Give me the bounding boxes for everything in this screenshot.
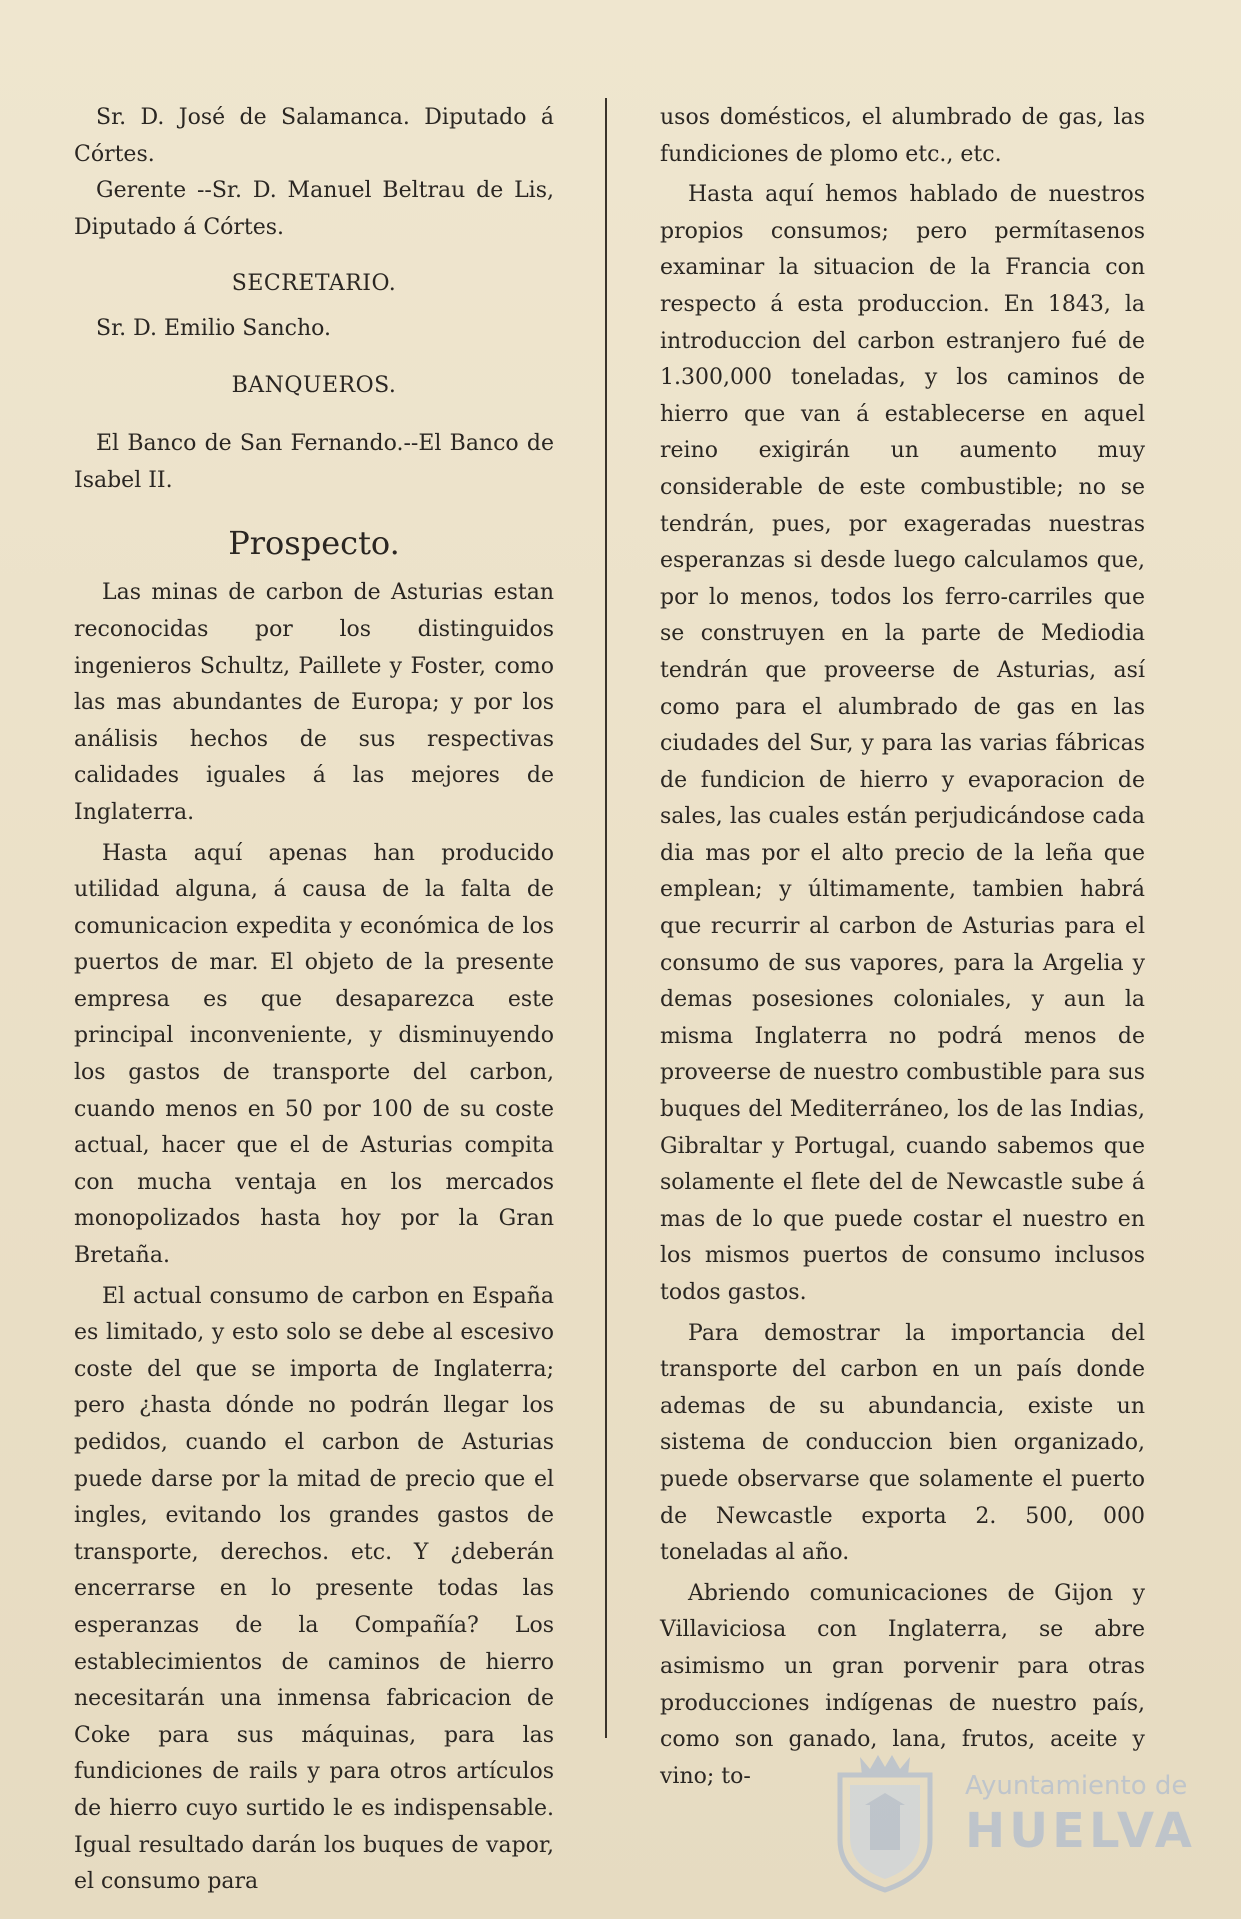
right-paragraph-2: Para demostrar la importancia del transporte del carbon en un país donde ademas de su abundancia, existe un sistema de conduccion bien organizado, puede observarse que solamente el puerto de Newcastle exporta 2. 500, 000 toneladas al año. (660, 1320, 1145, 1566)
secretario-name: Sr. D. Emilio Sancho. (96, 315, 331, 341)
board-member-salamanca: Sr. D. José de Salamanca. Diputado á Córtes. (74, 105, 554, 167)
banqueros-heading: BANQUEROS. (231, 372, 397, 398)
coat-of-arms-icon (820, 1745, 950, 1895)
right-paragraph-3: Abriendo comunicaciones de Gijon y Villaviciosa con Inglaterra, se abre asimismo un gran porvenir para otras producciones indígenas de nuestro país, como son ganado, lana, frutos, aceite y vino; to- (660, 1580, 1145, 1789)
prospecto-paragraph-3: El actual consumo de carbon en España es limitado, y esto solo se debe al escesivo coste del que se importa de Inglaterra; pero ¿hasta dónde no podrán llegar los pedidos, cuando el carbon de Asturias puede darse por la mitad de precio que el ingles, evitando los grandes gastos de transporte, derechos. etc. Y ¿deberán encerrarse en lo presente todas las esperanzas de la Compañía? Los establecimientos de caminos de hierro necesitarán una inmensa fabricacion de Coke para sus máquinas, para las fundiciones de rails y para otros artículos de hierro cuyo surtido le es indispensable. Igual resultado darán los buques de vapor, el consumo para (74, 1283, 554, 1895)
prospecto-paragraph-1: Las minas de carbon de Asturias estan reconocidas por los distinguidos ingenieros Schultz, Paillete y Foster, como las mas abundantes de Europa; y por los análisis hechos de sus respectivas calidades iguales á las mejores de Inglaterra. (74, 580, 554, 825)
banqueros-text: El Banco de San Fernando.--El Banco de Isabel II. (74, 431, 554, 493)
prospecto-heading: Prospecto. (228, 524, 400, 563)
watermark-line-2: HUELVA (965, 1803, 1196, 1859)
prospecto-paragraph-2: Hasta aquí apenas han producido utilidad alguna, á causa de la falta de comunicacion expedita y económica de los puertos de mar. El objeto de la presente empresa es que desaparezca este principal inconveniente, y disminuyendo los gastos de transporte del carbon, cuando menos en 50 por 100 de su coste actual, hacer que el de Asturias compita con mucha ventaja en los mercados monopolizados hasta hoy por la Gran Bretaña. (74, 840, 554, 1269)
right-column (660, 100, 1145, 1795)
watermark-line-1: Ayuntamiento de (965, 1771, 1188, 1801)
column-divider (605, 98, 607, 1738)
right-paragraph-1: Hasta aquí hemos hablado de nuestros propios consumos; pero permítasenos examinar la situacion de la Francia con respecto á esta produccion. En 1843, la introduccion del carbon estranjero fué de 1.300,000 toneladas, y los caminos de hierro que van á establecerse en aquel reino exigirán un aumento muy considerable de este combustible; no se tendrán, pues, por exageradas nuestras esperanzas si desde luego calculamos que, por lo menos, todos los ferro-carriles que se construyen en la parte de Mediodia tendrán que proveerse de Asturias, así como para el alumbrado de gas en las ciudades del Sur, y para las varias fábricas de fundicion de hierro y evaporacion de sales, las cuales están perjudicándose cada dia mas por el alto precio de la leña que emplean; y últimamente, tambien habrá que recurrir al carbon de Asturias para el consumo de sus vapores, para la Argelia y demas posesiones coloniales, y aun la misma Inglaterra no podrá menos de proveerse de nuestro combustible para sus buques del Mediterráneo, los de las Indias, Gibraltar y Portugal, cuando sabemos que solamente el flete del de Newcastle sube á mas de lo que puede costar el nuestro en los mismos puertos de consumo inclusos todos gastos. (660, 182, 1145, 1305)
right-paragraph-continued: usos domésticos, el alumbrado de gas, las fundiciones de plomo etc., etc. (660, 105, 1145, 167)
board-member-gerente: Gerente --Sr. D. Manuel Beltrau de Lis, Diputado á Córtes. (74, 178, 554, 240)
ayuntamiento-huelva-watermark (820, 1745, 1196, 1895)
left-column (74, 100, 554, 1901)
secretario-heading: SECRETARIO. (231, 271, 397, 297)
